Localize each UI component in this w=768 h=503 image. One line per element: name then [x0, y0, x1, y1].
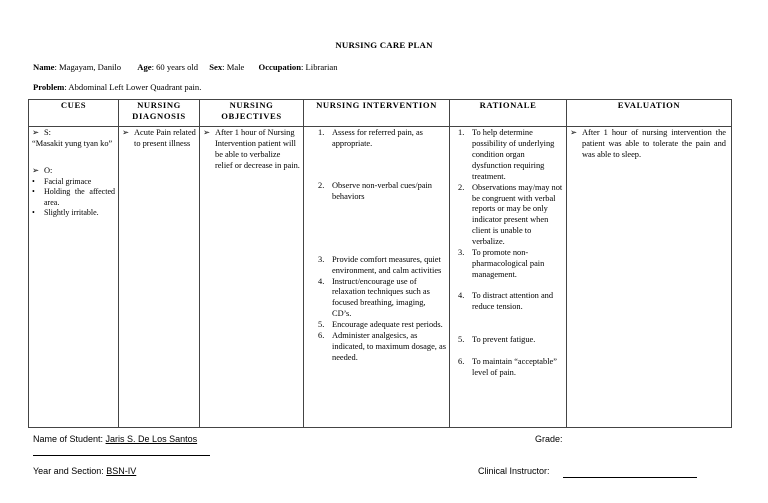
sex-value: : Male: [222, 62, 245, 72]
occupation-value: : Librarian: [301, 62, 338, 72]
intervention-number: 3.: [318, 254, 325, 264]
occupation-label: Occupation: [258, 62, 302, 72]
intervention-text: Administer analgesics, as indicated, to maximum dosage, as needed.: [332, 331, 446, 362]
care-plan-table: [28, 99, 732, 428]
rationale-number: 3.: [458, 248, 465, 258]
evaluation-text: After 1 hour of nursing intervention the patient was able to tolerate the pain and was able to sleep.: [582, 128, 726, 159]
student-label: Name of Student:: [33, 434, 106, 444]
problem-value: : Abdominal Left Lower Quadrant pain.: [64, 82, 202, 92]
student-name-line: [33, 434, 197, 446]
rationale-text: Observations may/may not be congruent with verbal reports or may be only indicator present when client is unable to verbalize.: [472, 182, 563, 247]
problem-line: [33, 82, 201, 93]
year-label: Year and Section:: [33, 466, 107, 476]
header-objectives: NURSING OBJECTIVES: [200, 100, 304, 127]
rationale-text: To maintain “acceptable” level of pain.: [472, 356, 557, 377]
arrow-bullet-icon: ➢: [32, 128, 40, 137]
rationale-text: To distract attention and reduce tension.: [472, 290, 554, 311]
objective-item: Holding the affected area.: [44, 187, 115, 207]
instructor-signature-line: [563, 477, 697, 478]
intervention-text: Instruct/encourage use of relaxation techniques such as focused breathing, imaging, CD’s.: [332, 276, 430, 319]
subjective-label: S:: [44, 128, 51, 137]
dot-bullet-icon: •: [32, 187, 35, 197]
intervention-number: 6.: [318, 331, 325, 341]
intervention-text: Provide comfort measures, quiet environment, and calm activities: [332, 254, 442, 275]
arrow-bullet-icon: ➢: [32, 165, 40, 175]
diagnosis-cell: [119, 127, 200, 428]
dot-bullet-icon: •: [32, 207, 35, 217]
header-diagnosis: NURSING DIAGNOSIS: [119, 100, 200, 127]
header-rationale: RATIONALE: [450, 100, 567, 127]
intervention-text: Observe non-verbal cues/pain behaviors: [332, 180, 432, 201]
diagnosis-text: Acute Pain related to present illness: [134, 128, 196, 148]
intervention-number: 4.: [318, 276, 325, 286]
year-value: BSN-IV: [106, 466, 137, 476]
dot-bullet-icon: •: [32, 176, 35, 186]
header-cues: CUES: [29, 100, 119, 127]
rationale-cell: [450, 127, 567, 428]
intervention-text: Assess for referred pain, as appropriate.: [332, 128, 423, 148]
instructor-label: Clinical Instructor:: [478, 466, 550, 476]
rationale-text: To promote non-pharmacological pain management.: [472, 248, 545, 279]
age-label: Age: [137, 62, 152, 72]
sex-label: Sex: [209, 62, 223, 72]
patient-info-line: [33, 62, 338, 73]
subjective-text: “Masakit yung tyan ko”: [32, 138, 113, 148]
rationale-text: To prevent fatigue.: [472, 334, 536, 344]
grade-label: Grade:: [535, 434, 563, 444]
rationale-number: 2.: [458, 182, 465, 192]
objectives-cell: [200, 127, 304, 428]
intervention-number: 5.: [318, 320, 325, 330]
arrow-bullet-icon: ➢: [122, 128, 130, 137]
intervention-number: 2.: [318, 180, 325, 190]
evaluation-cell: [567, 127, 732, 428]
cues-cell: [29, 127, 119, 428]
name-label: Name: [33, 62, 55, 72]
age-value: : 60 years old: [151, 62, 199, 72]
objective-item: Slightly irritable.: [44, 207, 99, 217]
rationale-number: 6.: [458, 356, 465, 366]
rationale-number: 5.: [458, 334, 465, 344]
rationale-number: 4.: [458, 290, 465, 300]
name-value: : Magayam, Danilo: [54, 62, 122, 72]
objectives-text: After 1 hour of Nursing Intervention patient will be able to verbalize relief or decrease in pain.: [215, 128, 300, 170]
problem-label: Problem: [33, 82, 65, 92]
objective-label: O:: [44, 165, 53, 175]
signature-line: [33, 455, 210, 456]
objective-item: Facial grimace: [44, 176, 92, 186]
rationale-number: 1.: [458, 128, 465, 137]
header-evaluation: EVALUATION: [567, 100, 732, 127]
arrow-bullet-icon: ➢: [570, 128, 578, 137]
header-intervention: NURSING INTERVENTION: [304, 100, 450, 127]
page-title: NURSING CARE PLAN: [335, 40, 433, 50]
intervention-text: Encourage adequate rest periods.: [332, 320, 443, 330]
intervention-number: 1.: [318, 128, 325, 137]
rationale-text: To help determine possibility of underlying condition organ dysfunction requiring treatment.: [472, 128, 555, 181]
intervention-cell: [304, 127, 450, 428]
student-value: Jaris S. De Los Santos: [105, 434, 198, 444]
year-section-line: [33, 466, 136, 478]
arrow-bullet-icon: ➢: [203, 128, 211, 137]
